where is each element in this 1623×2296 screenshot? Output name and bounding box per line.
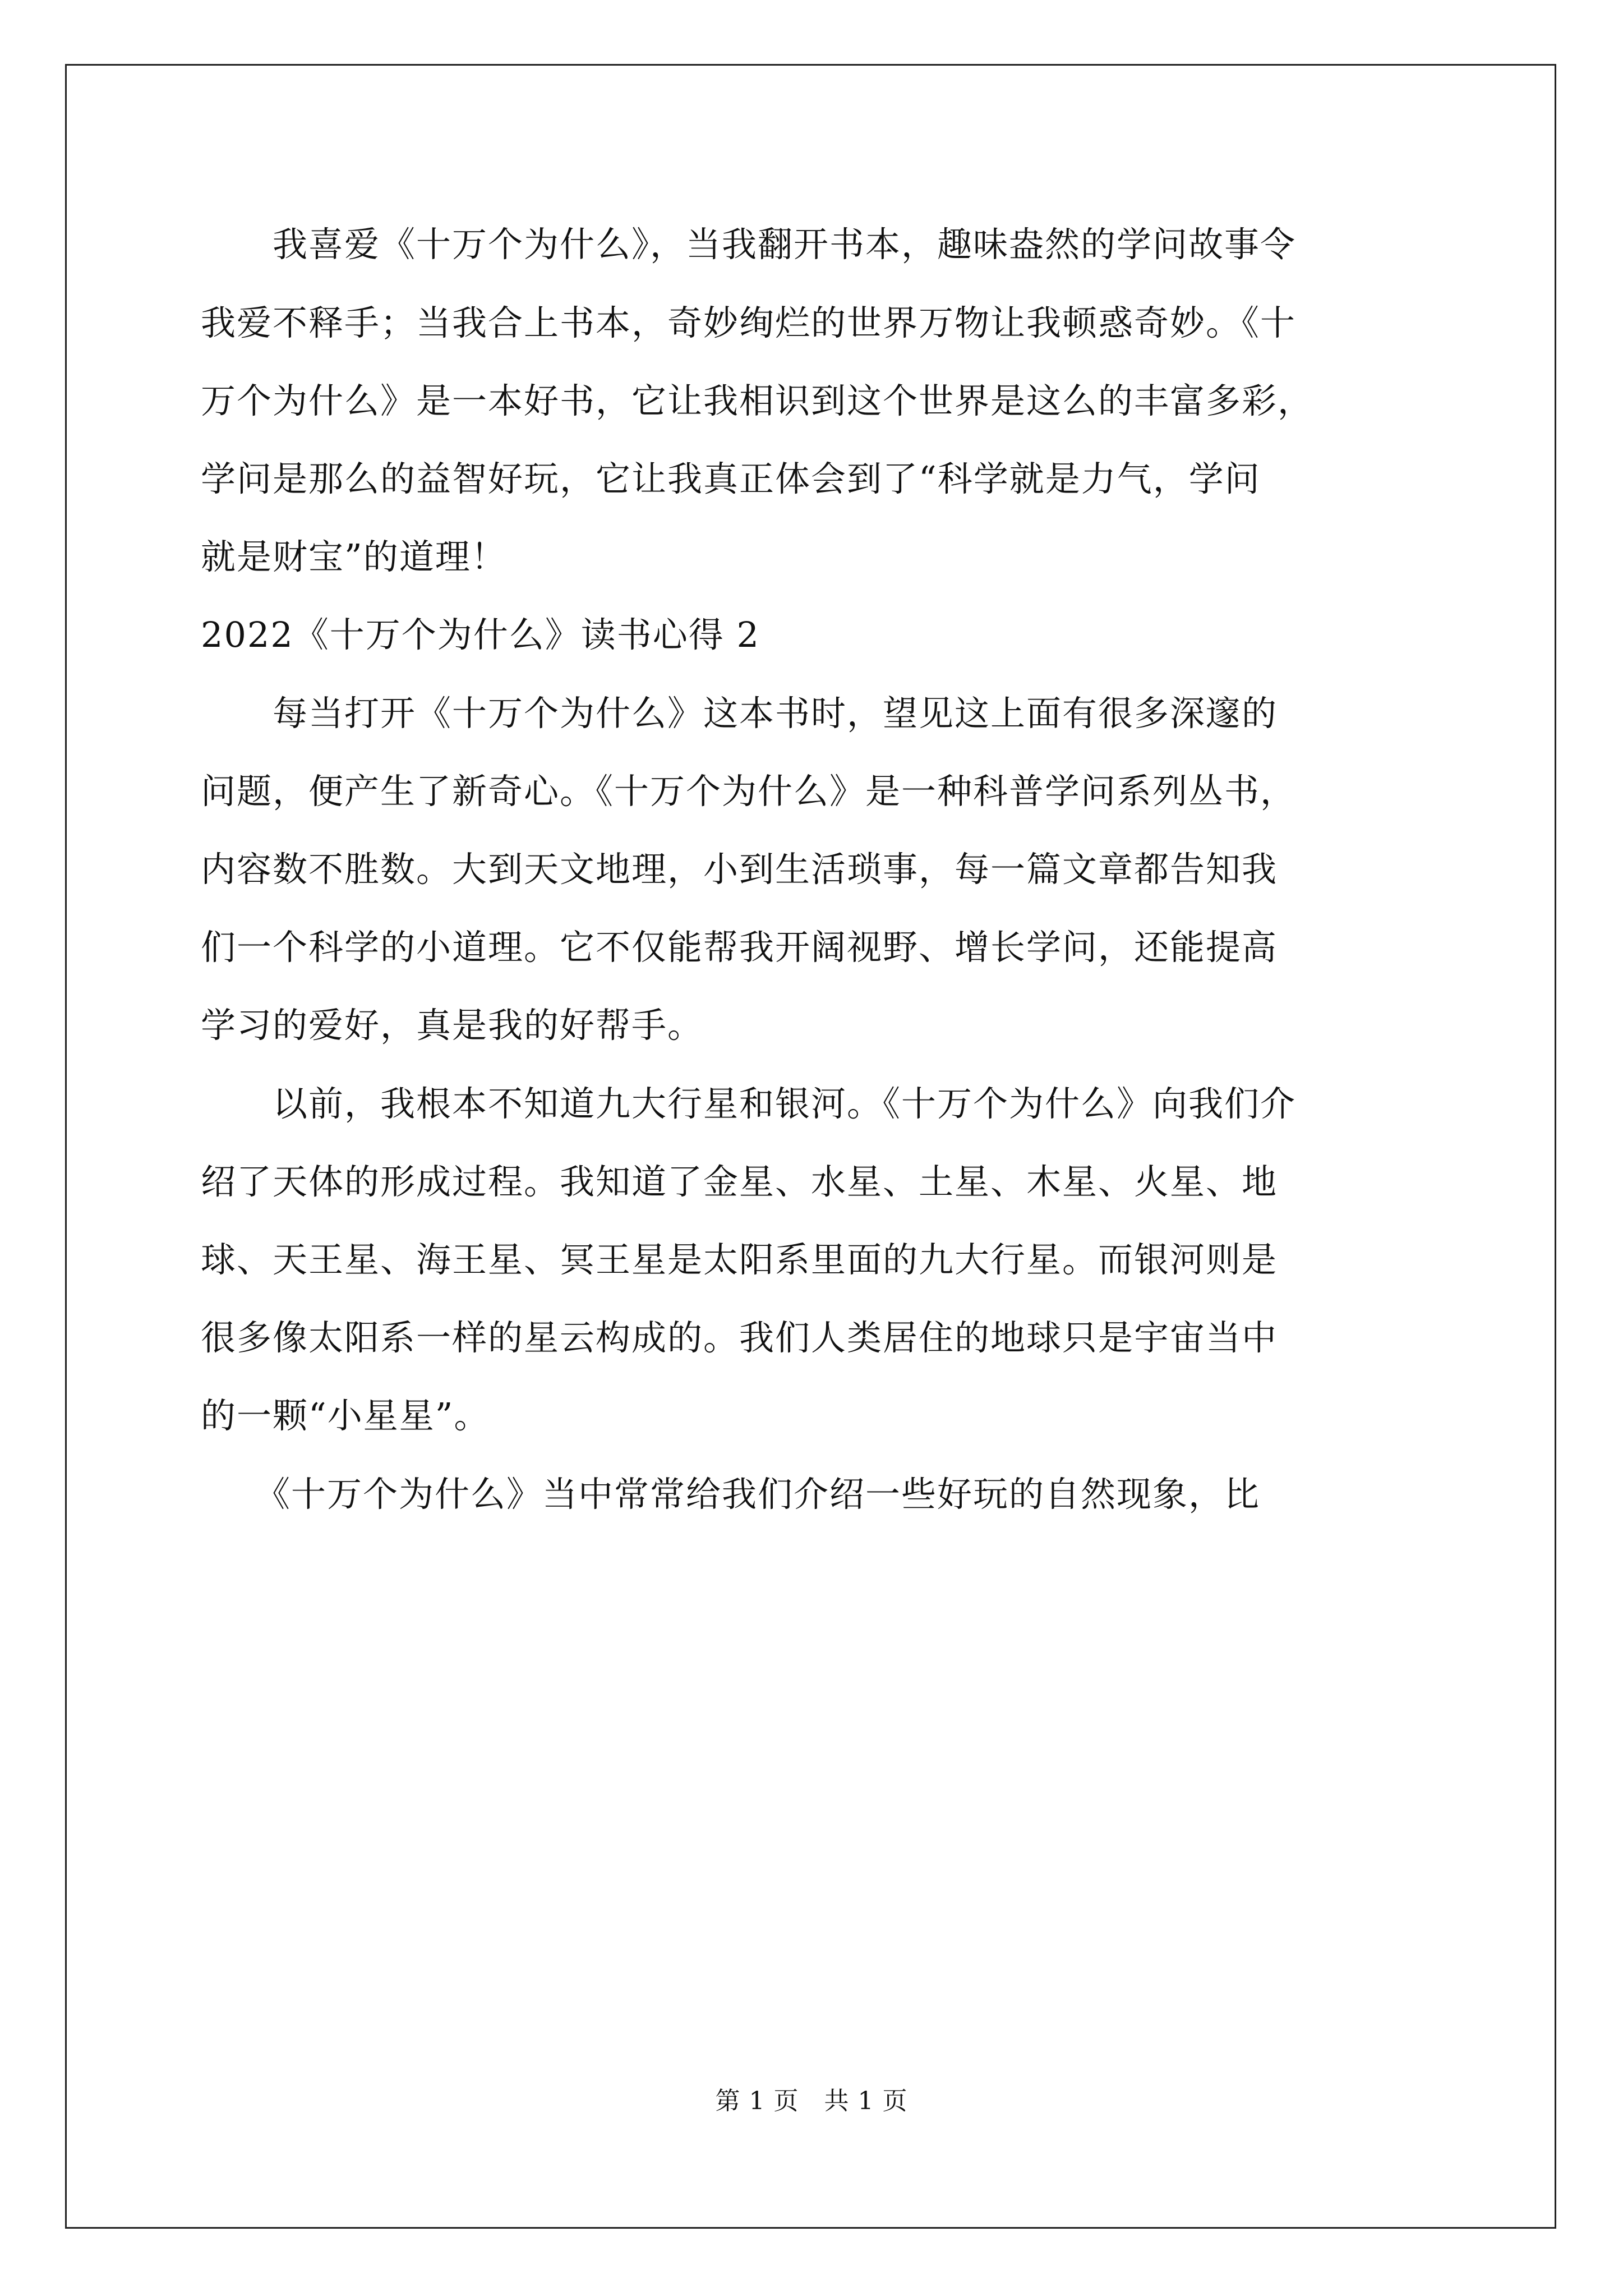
section-heading: 2022《十万个为什么》读书心得 2 xyxy=(201,614,760,655)
paragraph-1-line-1: 我喜爱《十万个为什么》，当我翻开书本，趣味盎然的学问故事令 xyxy=(201,224,1297,265)
paragraph-1-line-2: 我爱不释手；当我合上书本，奇妙绚烂的世界万物让我顿惑奇妙。《十 xyxy=(201,302,1297,343)
paragraph-3-line-1: 以前，我根本不知道九大行星和银河。《十万个为什么》向我们介 xyxy=(201,1083,1297,1124)
paragraph-1-line-5: 就是财宝”的道理！ xyxy=(201,536,507,577)
paragraph-1-line-3: 万个为什么》是一本好书，它让我相识到这个世界是这么的丰富多彩， xyxy=(201,380,1314,421)
paragraph-2-line-3: 内容数不胜数。大到天文地理，小到生活琐事，每一篇文章都告知我 xyxy=(201,849,1278,890)
paragraph-2-line-5: 学习的爱好，真是我的好帮手。 xyxy=(201,1005,704,1046)
page-number-footer: 第 1 页 共 1 页 xyxy=(715,2087,908,2115)
paragraph-2-line-4: 们一个科学的小道理。它不仅能帮我开阔视野、增长学问，还能提高 xyxy=(201,927,1278,968)
paragraph-2-line-1: 每当打开《十万个为什么》这本书时，望见这上面有很多深邃的 xyxy=(201,693,1278,734)
paragraph-1-line-4: 学问是那么的益智好玩，它让我真正体会到了“科学就是力气，学问 xyxy=(201,458,1261,499)
paragraph-2-line-2: 问题，便产生了新奇心。《十万个为什么》是一种科普学问系列丛书， xyxy=(201,771,1297,812)
paragraph-4-line-1: 《十万个为什么》当中常常给我们介绍一些好玩的自然现象，比 xyxy=(201,1474,1261,1515)
paragraph-3-line-2: 绍了天体的形成过程。我知道了金星、水星、土星、木星、火星、地 xyxy=(201,1161,1278,1202)
paragraph-3-line-4: 很多像太阳系一样的星云构成的。我们人类居住的地球只是宇宙当中 xyxy=(201,1317,1278,1358)
paragraph-3-line-5: 的一颗“小星星”。 xyxy=(201,1395,490,1436)
paragraph-3-line-3: 球、天王星、海王星、冥王星是太阳系里面的九大行星。而银河则是 xyxy=(201,1239,1278,1280)
